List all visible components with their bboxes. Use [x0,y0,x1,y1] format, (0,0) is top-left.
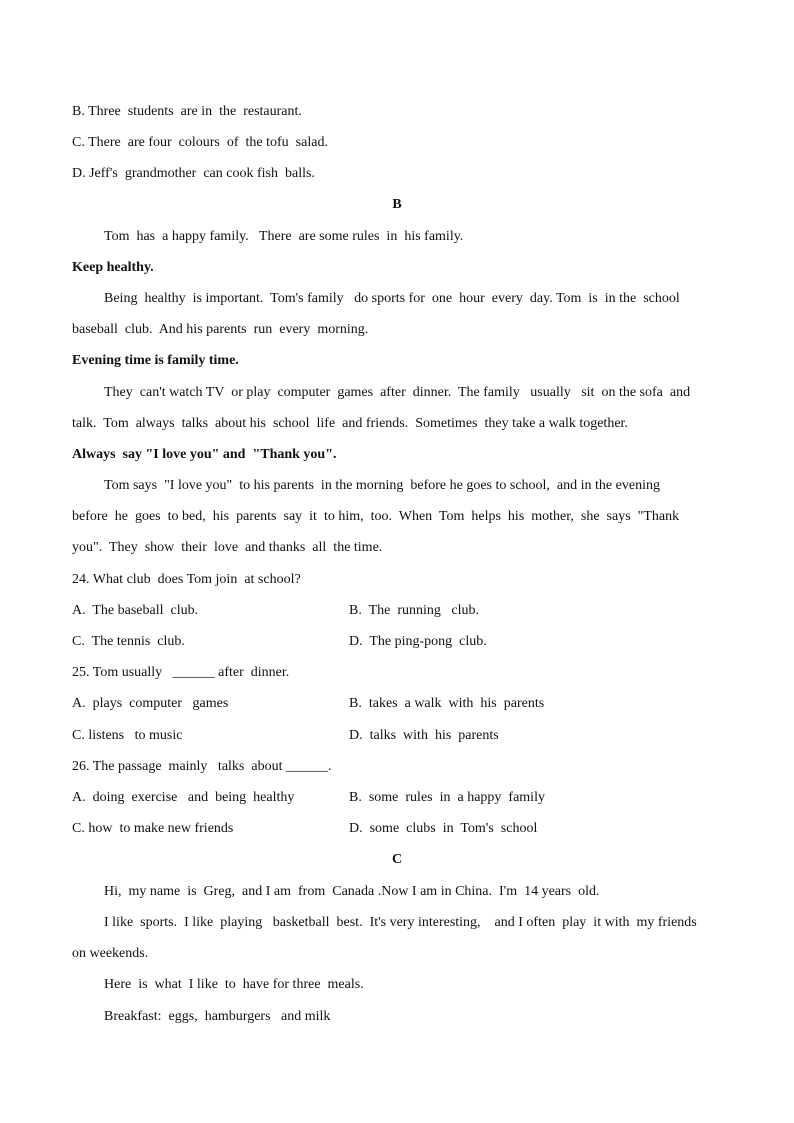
rule3-line1: Tom says "I love you" to his parents in the morning before he goes to school, and in the evening [104,478,660,493]
q24-stem: 24. What club does Tom join at school? [72,572,301,587]
section-c-heading: C [391,852,403,867]
q24-option-c: C. The tennis club. [72,634,185,649]
section-c-p1: Hi, my name is Greg, and I am from Canada .Now I am in China. I'm 14 years old. [104,884,600,899]
section-c-p3: Here is what I like to have for three meals. [104,977,364,992]
q26-option-d: D. some clubs in Tom's school [349,821,538,836]
q24-option-b: B. The running club. [349,603,480,618]
q24-option-a: A. The baseball club. [72,603,199,618]
q26-option-a: A. doing exercise and being healthy [72,790,295,805]
section-c-p2-line2: on weekends. [72,946,149,961]
rule2-title: Evening time is family time. [72,353,239,368]
rule3-line3: you". They show their love and thanks all the time. [72,540,383,555]
option-b: B. Three students are in the restaurant. [72,104,302,119]
q25-option-b: B. takes a walk with his parents [349,696,545,711]
q25-option-a: A. plays computer games [72,696,229,711]
section-c-p4: Breakfast: eggs, hamburgers and milk [104,1009,331,1024]
q25-option-c: C. listens to music [72,728,183,743]
q25-option-d: D. talks with his parents [349,728,499,743]
q26-option-b: B. some rules in a happy family [349,790,545,805]
rule2-line2: talk. Tom always talks about his school life and friends. Sometimes they take a walk together. [72,416,628,431]
rule3-title: Always say "I love you" and "Thank you". [72,447,337,462]
q25-stem: 25. Tom usually ______ after dinner. [72,665,290,680]
rule1-title: Keep healthy. [72,260,154,275]
q24-option-d: D. The ping-pong club. [349,634,487,649]
option-c: C. There are four colours of the tofu salad. [72,135,328,150]
option-d: D. Jeff's grandmother can cook fish balls. [72,166,315,181]
q26-stem: 26. The passage mainly talks about ______. [72,759,332,774]
section-b-heading: B [392,197,402,212]
rule1-line2: baseball club. And his parents run every morning. [72,322,369,337]
section-b-intro: Tom has a happy family. There are some rules in his family. [104,229,464,244]
rule2-line1: They can't watch TV or play computer games after dinner. The family usually sit on the sofa and [104,385,691,400]
rule3-line2: before he goes to bed, his parents say it to him, too. When Tom helps his mother, she says "Thank [72,509,680,524]
rule1-line1: Being healthy is important. Tom's family do sports for one hour every day. Tom is in the school [104,291,680,306]
section-c-p2-line1: I like sports. I like playing basketball best. It's very interesting, and I often play it with my friends [104,915,697,930]
q26-option-c: C. how to make new friends [72,821,234,836]
